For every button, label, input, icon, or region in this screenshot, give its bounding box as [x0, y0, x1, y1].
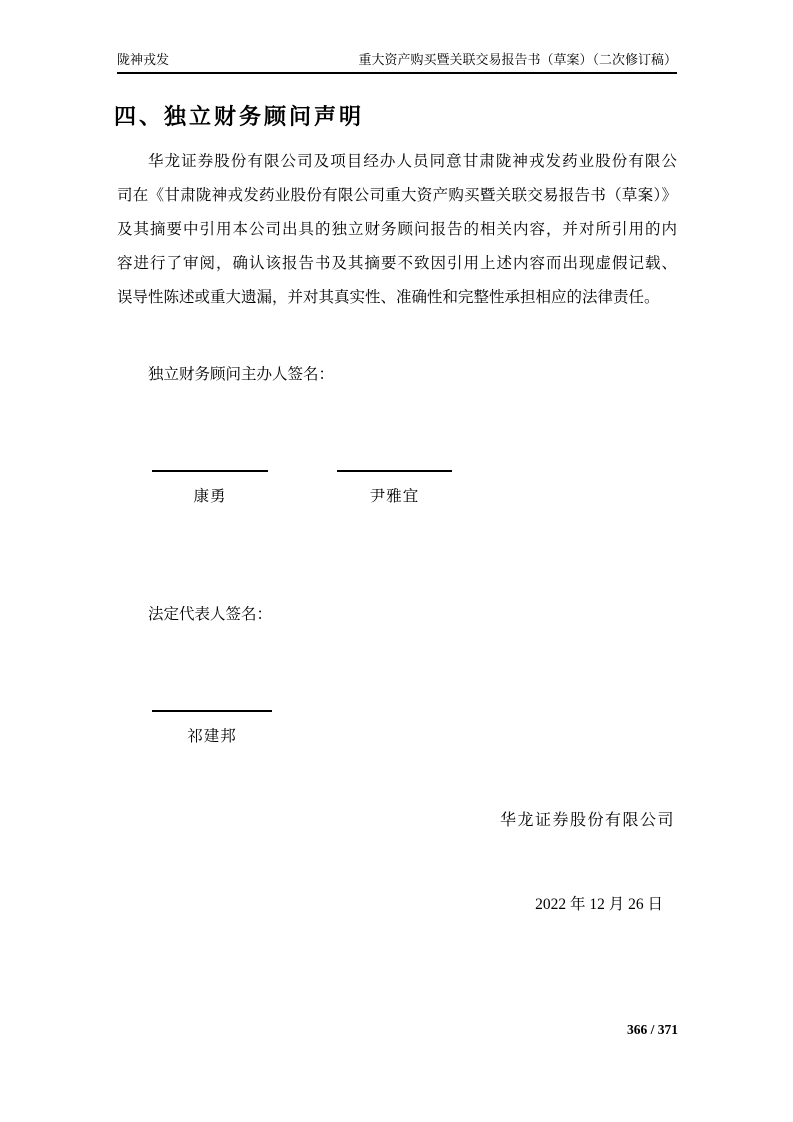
page-number: 366 / 371	[626, 1022, 678, 1037]
legal-rep-name: 祁建邦	[187, 728, 237, 745]
paragraph-line: 误导性陈述或重大遗漏，并对其真实性、准确性和完整性承担相应的法律责任。	[117, 289, 660, 306]
header-left-company: 陇神戎发	[117, 52, 170, 67]
page-header	[117, 52, 677, 74]
paragraph-line: 华龙证券股份有限公司及项目经办人员同意甘肃陇神戎发药业股份有限公	[148, 153, 677, 170]
legal-rep-signature-label: 法定代表人签名：	[148, 606, 273, 623]
sponsor-name: 康勇	[193, 488, 227, 505]
signature-block-sponsor-2	[337, 470, 452, 506]
company-name: 华龙证券股份有限公司	[499, 812, 675, 829]
header-right-report-title: 重大资产购买暨关联交易报告书（草案）（二次修订稿）	[358, 52, 677, 67]
signature-date: 2022 年 12 月 26 日	[535, 896, 663, 913]
paragraph-line: 容进行了审阅，确认该报告书及其摘要不致因引用上述内容而出现虚假记载、	[117, 255, 677, 272]
signature-block-legal-rep	[152, 710, 272, 746]
sponsor-signature-label: 独立财务顾问主办人签名：	[148, 366, 335, 383]
section-title: 四、独立财务顾问声明	[114, 104, 365, 129]
statement-paragraph	[117, 145, 677, 315]
paragraph-line: 及其摘要中引用本公司出具的独立财务顾问报告的相关内容，并对所引用的内	[117, 221, 677, 238]
sponsor-name: 尹雅宜	[369, 488, 420, 505]
paragraph-line: 司在《甘肃陇神戎发药业股份有限公司重大资产购买暨关联交易报告书（草案）》	[117, 187, 677, 204]
signature-block-sponsor-1	[152, 470, 268, 506]
